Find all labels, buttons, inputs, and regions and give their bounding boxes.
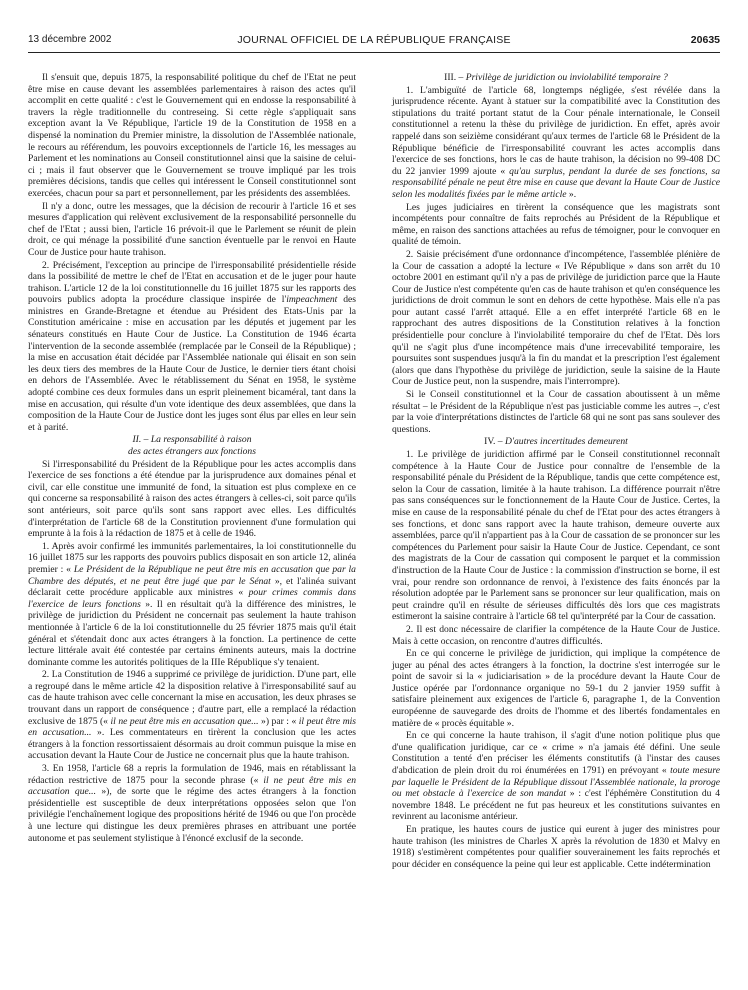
section-heading-4 bbox=[392, 436, 720, 448]
italic-run: D'autres incertitudes demeurent bbox=[505, 436, 628, 448]
italic-run: il ne peut être mis en accusation que... bbox=[28, 774, 356, 798]
italic-run: pour crimes commis dans l'exercice de leurs fonctions bbox=[28, 587, 356, 610]
italic-run: Privilège de juridiction ou inviolabilité temporaire ? bbox=[465, 72, 668, 83]
paragraph bbox=[392, 85, 720, 201]
section-heading-line: des actes étrangers aux fonctions bbox=[128, 446, 256, 457]
paragraph bbox=[28, 260, 356, 434]
paragraph: Si le Conseil constitutionnel et la Cour de cassation aboutissent à un même résultat – le Président de la République n'est pas justiciable comme les autres –, c'est par la voie d'interprétations distinctes de l'article 68 qui ne sont pas sans soulever des questions. bbox=[392, 389, 720, 435]
paragraph: 2. Saisie précisément d'une ordonnance d'incompétence, l'assemblée plénière de la Cour de cassation a adopté la lecture « IVe République » dans son arrêt du 10 octobre 2001 en estimant qu'il n'y a pas de privilège de juridiction parce que la Haute Cour de Justice n'est compétente qu'en cas de haute trahison et qu'en conséquence les juridictions de droit commun le sont en dehors de cette hypothèse. Mais elle n'a pas pour autant cassé l'arrêt attaqué. Elle a en effet interprété l'article 68 en le rapprochant des autres dispositions de la Constitution relatives à la fonction présidentielle pour conclure à l'inviolabilité temporaire du chef de l'Etat. Dès lors qu'il ne s'agit plus d'une incompétence mais d'une irrecevabilité temporaire, les poursuites sont suspendues jusqu'à la fin du mandat et la prescription l'est également (alors que dans l'hypothèse du privilège de juridiction, seule la saisine de la Haute Cour de Justice peut, non la suspendre, mais l'interrompre). bbox=[392, 248, 720, 388]
paragraph: En pratique, les hautes cours de justice qui eurent à juger des ministres pour haute trahison (les ministres de Charles X après la révolution de 1830 et Malvy en 1918) s'estimèrent compétentes pour qualifier souverainement les faits reprochés et pour décider en conséquence la peine qui leur est applicable. Cette indétermination bbox=[392, 824, 720, 870]
text-run: », et l'alinéa suivant déclarait cette procédure applicable aux ministres « bbox=[28, 575, 356, 599]
paragraph: Les juges judiciaires en tirèrent la conséquence que les magistrats sont incompétents pour connaître de faits reprochés au Président de la République et même, en raison des sanctions attachées au refus de témoigner, pour le convoquer en qualité de témoin. bbox=[392, 201, 720, 248]
text-run: 1. L'ambiguïté de l'article 68, longtemps négligée, s'est révélée dans la jurisprudence récente. Ayant à statuer sur la compatibilité avec la Constitution des stipulations du traité portant statut de la Cour pénale internationale, le Conseil constitutionnel a retenu la thèse du privilège de juridiction. En effet, après avoir rappelé dans son seizième considérant qu'aux termes de l'article 68 le Président de la République bénéficie de l'irresponsabilité couvrant les actes accomplis dans l'exercice de ses fonctions, hors le cas de haute trahison, la décision no 99-408 DC du 22 janvier 1999 ajoute « bbox=[392, 84, 720, 177]
right-column bbox=[392, 72, 720, 871]
text-run: ») par : « bbox=[258, 715, 299, 727]
header-date: 13 décembre 2002 bbox=[28, 34, 112, 45]
paragraph: En ce qui concerne le privilège de juridiction, qui implique la compétence de juger au pénal des actes étrangers à la fonction, la doctrine s'est interrogée sur le point de savoir si la « judiciarisation » de la procédure devant la Haute Cour de Justice opérée par l'ordonnance organique no 59-1 du 2 janvier 1959 suffit à satisfaire pleinement aux exigences de l'article 6, paragraphe 1, de la Convention européenne de sauvegarde des droits de l'homme et des libertés fondamentales en matière de « procès équitable ». bbox=[392, 648, 720, 729]
text-run: ». Il en résultait qu'à la différence des ministres, le privilège de juridiction du Président ne concernait pas seulement la haute trahison mentionnée à l'article 6 de la loi constitutionnelle du 25 février 1875 mais qu'il était général et s'étendait donc aux actes étrangers à la fonction. La pertinence de cette lecture littérale avait été contestée par certains éminents auteurs, mais la doctrine dominante comme les autorités politiques de la IIIe République s'y tenaient. bbox=[28, 598, 356, 668]
paragraph: Il n'y a donc, outre les messages, que la décision de recourir à l'article 16 et ses mesures d'application qui relèvent exclusivement de la responsabilité personnelle du chef de l'Etat ; aussi bien, l'article 16 prévoit-il que le Parlement se réunit de plein droit, ce qui ménage la possibilité d'une sanction éventuelle par le renvoi en Haute Cour de Justice pour haute trahison. bbox=[28, 200, 356, 258]
paragraph: 2. Il est donc nécessaire de clarifier la compétence de la Haute Cour de Justice. Mais à cette occasion, on rencontre d'autres difficultés. bbox=[392, 623, 720, 647]
text-run: 1. Après avoir confirmé les immunités parlementaires, la loi constitutionnelle du 16 juillet 1875 sur les rapports des pouvoirs publics disposait en son article 12, alinéa premier : « bbox=[28, 540, 356, 575]
text-run: III. – bbox=[444, 72, 466, 83]
text-run: 3. En 1958, l'article 68 a repris la formulation de 1946, mais en rétablissant la rédaction restrictive de 1875 pour la seconde phrase (« bbox=[28, 763, 356, 786]
italic-run: qu'au surplus, pendant la durée de ses fonctions, sa responsabilité pénale ne peut être mise en cause que devant la Haute Cour de Justice selon les modalités fixées par le même article bbox=[392, 165, 721, 200]
italic-run: il peut être mis en accusation... bbox=[28, 715, 357, 739]
italic-run: Le Président de la République ne peut être mis en accusation que par la Chambre des députés, et ne peut être jugé que par le Sénat bbox=[28, 563, 356, 587]
page-header bbox=[28, 34, 720, 50]
header-rule bbox=[28, 52, 720, 53]
text-run: IV. – bbox=[484, 436, 506, 448]
paragraph: Si l'irresponsabilité du Président de la République pour les actes accomplis dans l'exercice de ses fonctions a été étendue par la jurisprudence aux domaines pénal et civil, car elle constitue une immunité de fond, la situation est plus complexe en ce qui concerne sa responsabilité à raison des actes étrangers à celles-ci, soit parce qu'ils sont antérieurs, soit parce qu'ils sont sans rapport avec elles. Les difficultés d'interprétation de l'article 68 de la Constitution proviennent d'une formulation qui emprunte à la fois à la rédaction de 1875 et à celle de 1946. bbox=[28, 458, 356, 540]
italic-run: toute mesure par laquelle le Président de la République dissout l'Assemblée nationale, la proroge ou met obstacle à l'exercice de son mandat bbox=[392, 765, 720, 800]
paragraph bbox=[392, 730, 720, 823]
paragraph: 1. Le privilège de juridiction affirmé par le Conseil constitutionnel reconnaît compétence à la Haute Cour de Justice pour connaître de l'ensemble de la responsabilité pénale du Président de la République, tandis que cette compétence est, selon la Cour de cassation, limitée à la haute trahison. La différence pourrait n'être pas sans conséquences sur le fonctionnement de la Haute Cour de Justice. Certes, la mise en cause de la responsabilité pénale du chef de l'Etat pour des actes étrangers à ses fonctions, et donc sans rapport avec la haute trahison, demeure ouverte aux assemblées, parce qu'il n'appartient pas à la Cour de cassation de se prononcer sur les compétences du Parlement pour saisir la Haute Cour de Justice. Cependant, ce sont des magistrats de la Cour de cassation qui composent le parquet et la commission d'instruction de la Haute Cour de Justice : la commission d'instruction se borne, il est vrai, pour rendre son ordonnance de renvoi, à l'existence des faits énoncés par la résolution adoptée par le Parlement sans se prononcer sur leur qualification, mais on peut craindre qu'il en résulte de sérieuses difficultés dès lors que ces magistrats estimeront la saisine contraire à l'article 68 tel qu'interprété par la Cour de cassation. bbox=[392, 449, 720, 623]
paragraph bbox=[28, 541, 356, 669]
left-column bbox=[28, 72, 356, 845]
header-journal-title: JOURNAL OFFICIEL DE LA RÉPUBLIQUE FRANÇAISE bbox=[237, 34, 511, 46]
paragraph bbox=[28, 669, 356, 762]
text-run: 2. La Constitution de 1946 a supprimé ce privilège de juridiction. D'une part, elle a regroupé dans le même article 42 la disposition relative à l'irresponsabilité sauf au cas de haute trahison avec celle concernant la mise en accusation, les deux phrases se trouvant dans un rapport de conséquence ; d'autre part, elle a remplacé la rédaction exclusive de 1875 (« bbox=[28, 669, 356, 727]
text-run: ». bbox=[566, 188, 577, 200]
section-heading-3 bbox=[392, 72, 720, 84]
text-run: des ministres en Grande-Bretagne et étendue au Président des Etats-Unis par la Constitution américaine : mise en accusation par les députés et jugement par les sénateurs constitués en Haute Cour de Justice. La Constitution de 1946 écarta l'intervention de la seconde assemblée (remplacée par le Conseil de la République) ; la mise en accusation était décidée par l'Assemblée nationale qui élisait en son sein les deux tiers des membres de la Haute Cour de Justice, le dernier tiers étant choisi en dehors de l'Assemblée. Avec le rétablissement du Sénat en 1958, le système adopté combine ces deux formules dans un esprit pleinement bicaméral, tant dans la mise en accusation, qui résulte d'un vote identique des deux assemblées, que dans la composition de la Haute Cour de Justice dont les juges sont élus par elles en leur sein et à parité. bbox=[28, 294, 357, 433]
section-heading-line: II. – La responsabilité à raison bbox=[132, 434, 252, 446]
text-run: »), de sorte que le régime des actes étrangers à la fonction présidentielle est susceptible de deux interprétations opposées selon que l'on privilégie l'enchaînement logique des propositions hérité de 1946 ou que l'on procède à une lecture qui distingue les deux premières phrases en attribuant une portée autonome et pas seulement stylistique à l'énoncé exclusif de la seconde. bbox=[28, 786, 356, 844]
italic-run: impeachment bbox=[286, 294, 338, 306]
header-page-number: 20635 bbox=[690, 34, 720, 46]
text-run: ». Les commentateurs en tirèrent la conclusion que les actes étrangers à la fonction ressortissaient désormais au droit commun puisque la mise en accusation devant la Haute Cour de Justice ne concernait plus que la haute trahison. bbox=[28, 727, 356, 762]
text-run: » : c'est l'éphémère Constitution du 4 novembre 1848. Le précédent ne fut pas heureux et les constitutions suivantes en revinrent au laconisme antérieur. bbox=[392, 788, 720, 823]
paragraph: Il s'ensuit que, depuis 1875, la responsabilité politique du chef de l'Etat ne peut être mise en cause devant les assemblées parlementaires à raison des actes qu'il accomplit en cette qualité : c'est le Gouvernement qui en endosse la responsabilité à travers la règle traditionnelle du contreseing. Si cette règle s'appliquait sans exception avant la Ve République, l'article 19 de la Constitution de 1958 en a dispensé la nomination du Premier ministre, la dissolution de l'Assemblée nationale, le recours au référendum, les pouvoirs exceptionnels de l'article 16, les messages au Parlement et les nominations au Conseil constitutionnel ainsi que la saisine de celui-ci ; mais il faut observer que le Gouvernement se trouve impliqué par les trois premières décisions, tandis que celles qui intéressent le Conseil constitutionnel sont exercées, chacun pour sa part et personnellement, par les présidents des assemblées. bbox=[28, 72, 356, 199]
italic-run: il ne peut être mis en accusation que... bbox=[110, 715, 259, 727]
section-heading-2 bbox=[28, 434, 356, 457]
text-run: En ce qui concerne la haute trahison, il s'agit d'une notion politique plus que d'une qualification juridique, car ce « crime » n'a jamais été défini. Une seule Constitution a tenté d'en préciser les éléments constitutifs (à l'instar des causes d'abdication de plein droit du roi énumérées en 1791) en prévoyant « bbox=[392, 730, 720, 777]
paragraph bbox=[28, 763, 356, 844]
text-run: 2. Précisément, l'exception au principe de l'irresponsabilité présidentielle réside dans la possibilité de mettre le chef de l'Etat en accusation et de le juger pour haute trahison. L'article 12 de la loi constitutionnelle du 16 juillet 1875 sur les rapports des pouvoirs publics adopta la procédure classique inspirée de l' bbox=[28, 259, 356, 306]
